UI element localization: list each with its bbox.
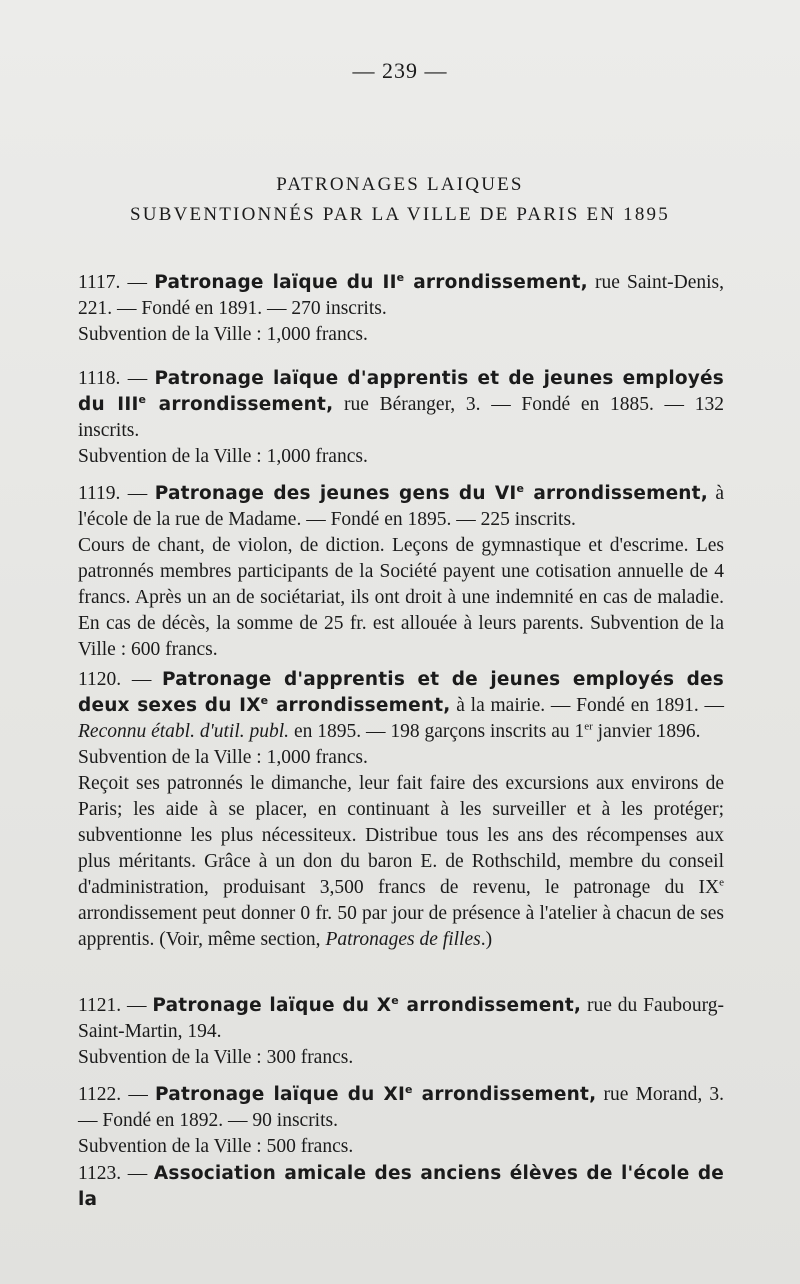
entry-details: rue du Faubourg-Saint-Martin, 194. [78,995,724,1042]
entry-subvention: Subvention de la Ville : 300 francs. [78,1047,354,1068]
entry-1122-heading-line [78,1082,724,1134]
entry-1119 [78,481,724,663]
entry-1123-heading-line [78,1161,724,1213]
section-title: PATRONAGES LAIQUES [276,174,524,195]
entry-body: Reçoit ses patronnés le dimanche, leur fait faire des excursions aux environs de Paris; les aide à se placer, en continuant à les surveiller et à les protéger; subventionne les plus nécessiteux. Distribue tous les ans des récompenses aux plus méritants. Grâce à un don du baron E. de Rothschild, membre du conseil d'administration, produisant 3,500 francs de revenu, le patronage du IXe arrondissement peut donner 0 fr. 50 par jour de présence à l'atelier à chacun de ses apprentis. (Voir, même section, Patronages de filles.) [78,773,724,950]
entry-title: Association amicale des anciens élèves de l'école de la [78,1163,725,1210]
entry-title: Patronage laïque d'apprentis et de jeunes employés du IIIe arrondissement, [78,368,724,415]
entry-1118-heading-line [78,366,724,444]
entry-1118 [78,366,724,470]
entry-number: 1121. — [78,995,147,1016]
entry-title: Patronage d'apprentis et de jeunes employés des deux sexes du IXe arrondissement, [78,669,724,716]
entry-title: Patronage laïque du Xe arrondissement, [152,993,582,1016]
entry-1122 [78,1082,724,1160]
page-number: — 239 — [352,58,448,83]
entry-details: rue Saint-Denis, 221. — Fondé en 1891. — 270 inscrits. [78,272,724,319]
entry-title: Patronage des jeunes gens du VIe arrondissement, [154,481,708,504]
entry-subvention: Subvention de la Ville : 1,000 francs. [78,324,368,345]
entry-1120 [78,667,724,953]
entry-1119-heading-line [78,481,724,533]
entry-number: 1122. — [78,1084,148,1105]
section-subtitle: SUBVENTIONNÉS PAR LA VILLE DE PARIS EN 1895 [130,204,670,225]
entry-number: 1123. — [78,1163,148,1184]
entry-1121 [78,993,724,1071]
entry-details: à la mairie. — Fondé en 1891. — Reconnu établ. d'util. publ. en 1895. — 198 garçons inscrits au 1er janvier 1896. [78,695,724,742]
entry-details: à l'école de la rue de Madame. — Fondé en 1895. — 225 inscrits. [78,483,724,530]
entry-title: Patronage laïque du XIe arrondissement, [155,1082,597,1105]
entry-1121-heading-line [78,993,724,1045]
entry-1120-heading-line [78,667,724,745]
entry-title: Patronage laïque du IIe arrondissement, [154,270,588,293]
entry-1117-heading-line [78,270,724,322]
entry-number: 1118. — [78,368,148,389]
entry-subvention: Subvention de la Ville : 500 francs. [78,1136,354,1157]
entry-body: Cours de chant, de violon, de diction. Leçons de gymnastique et d'escrime. Les patronnés membres participants de la Société payent une cotisation annuelle de 4 francs. Après un an de sociétariat, ils ont droit à une indemnité en cas de maladie. En cas de décès, la somme de 25 fr. est allouée à leurs parents. Subvention de la Ville : 600 francs. [78,535,724,660]
entry-number: 1120. — [78,669,152,690]
entry-details: rue Morand, 3. — Fondé en 1892. — 90 inscrits. [78,1084,725,1131]
entry-number: 1119. — [78,483,148,504]
entry-1123 [78,1161,724,1213]
entry-details: rue Béranger, 3. — Fondé en 1885. — 132 inscrits. [78,394,724,441]
entry-subvention: Subvention de la Ville : 1,000 francs. [78,747,368,768]
entry-subvention: Subvention de la Ville : 1,000 francs. [78,446,368,467]
entry-1117 [78,270,724,348]
entry-number: 1117. — [78,272,148,293]
